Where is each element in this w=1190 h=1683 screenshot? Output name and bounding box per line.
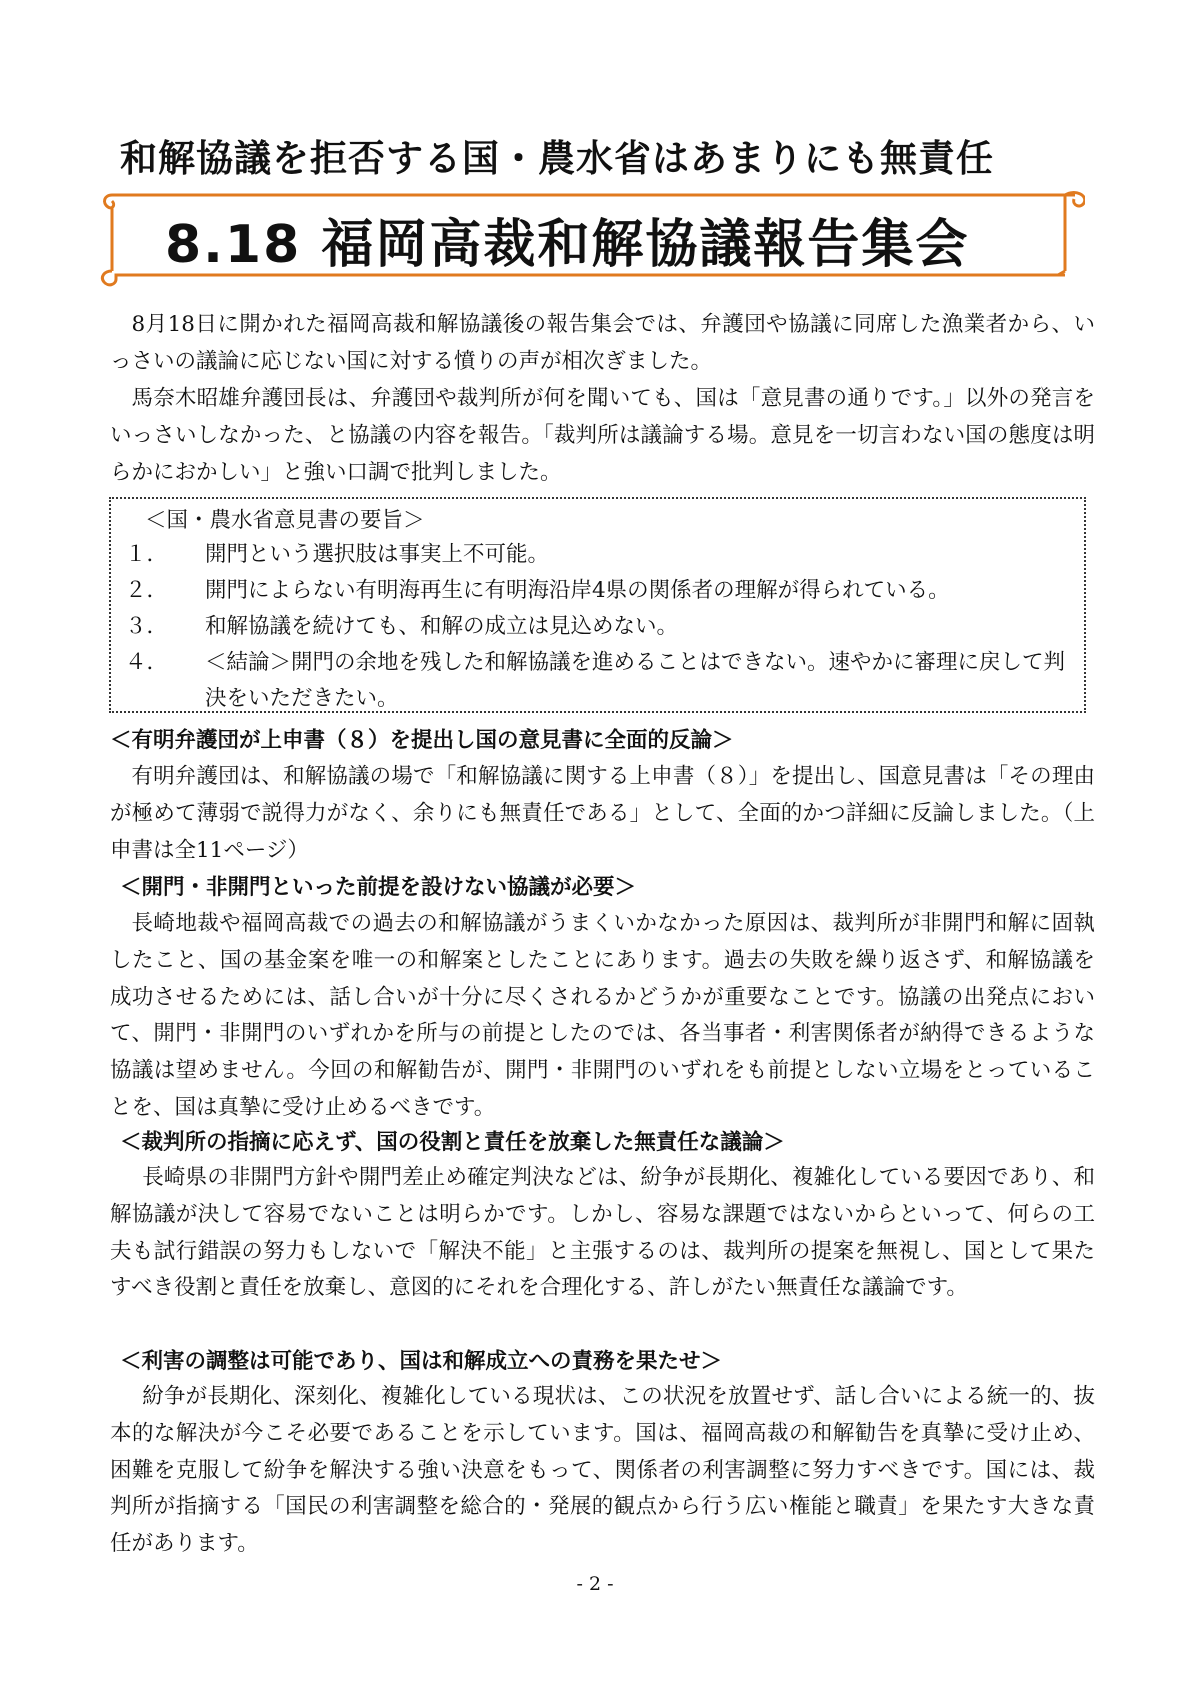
intro-paragraph-2: 馬奈木昭雄弁護団長は、弁護団や裁判所が何を聞いても、国は「意見書の通りです。」以外の発言をいっさいしなかった、と協議の内容を報告。「裁判所は議論する場。意見を一切言わない国の態度は明らかにおかしい」と強い口調で批判しました。 <box>110 386 1095 485</box>
section-body: 紛争が長期化、深刻化、複雑化している現状は、この状況を放置せず、話し合いによる統一的、抜本的な解決が今こそ必要であることを示しています。国は、福岡高裁の和解勧告を真摯に受け止め、困難を克服して紛争を解決する強い決意をもって、関係者の利害調整に努力すべきです。国には、裁判所が指摘する「国民の利害調整を総合的・発展的観点から行う広い権能と職責」を果たす大きな責任があります。 <box>110 1384 1095 1557</box>
summary-box <box>109 497 1086 713</box>
section-body: 長崎地裁や福岡高裁での過去の和解協議がうまくいかなかった原因は、裁判所が非開門和解に固執したこと、国の基金案を唯一の和解案としたことにあります。過去の失敗を繰り返さず、和解協議を成功させるためには、話し合いが十分に尽くされるかどうかが重要なことです。協議の出発点において、開門・非開門のいずれかを所与の前提としたのでは、各当事者・利害関係者が納得できるような協議は望めません。今回の和解勧告が、開門・非開門のいずれをも前提としない立場をとっていることを、国は真摯に受け止めるべきです。 <box>110 911 1095 1120</box>
summary-item-text: 開門によらない有明海再生に有明海沿岸4県の関係者の理解が得られている。 <box>205 578 950 603</box>
summary-item <box>125 537 1080 573</box>
summary-box-title: ＜国・農水省意見書の要旨＞ <box>145 508 425 533</box>
summary-item <box>125 573 1080 609</box>
summary-item-number: ４． <box>125 650 169 675</box>
section-body: 長崎県の非開門方針や開門差止め確定判決などは、紛争が長期化、複雑化している要因であり、和解協議が決して容易でないことは明らかです。しかし、容易な課題ではないからといって、何らの工夫も試行錯誤の努力もしないで「解決不能」と主張するのは、裁判所の提案を無視し、国として果たすべき役割と責任を放棄し、意図的にそれを合理化する、許しがたい無責任な議論です。 <box>110 1165 1095 1301</box>
section-heading: ＜利害の調整は可能であり、国は和解成立への責務を果たせ＞ <box>120 1349 723 1374</box>
page-title: 8.18 福岡高裁和解協議報告集会 <box>165 215 970 275</box>
summary-item-text: ＜結論＞開門の余地を残した和解協議を進めることはできない。速やかに審理に戻して判決をいただきたい。 <box>205 650 1066 711</box>
summary-item <box>125 645 1080 717</box>
summary-item-text: 開門という選択肢は事実上不可能。 <box>205 542 550 567</box>
summary-item-number: ２． <box>125 578 169 603</box>
section-heading: ＜有明弁護団が上申書（８）を提出し国の意見書に全面的反論＞ <box>110 728 734 753</box>
subtitle: 和解協議を拒否する国・農水省はあまりにも無責任 <box>120 137 994 180</box>
page-number: - 2 - <box>576 1573 614 1595</box>
summary-item-number: １． <box>125 542 169 567</box>
summary-item <box>125 609 1080 645</box>
summary-item-number: ３． <box>125 614 169 639</box>
section-heading: ＜裁判所の指摘に応えず、国の役割と責任を放棄した無責任な議論＞ <box>120 1130 785 1155</box>
summary-item-text: 和解協議を続けても、和解の成立は見込めない。 <box>205 614 679 639</box>
intro-paragraph-1: 8月18日に開かれた福岡高裁和解協議後の報告集会では、弁護団や協議に同席した漁業者から、いっさいの議論に応じない国に対する憤りの声が相次ぎました。 <box>110 312 1095 374</box>
section-heading: ＜開門・非開門といった前提を設けない協議が必要＞ <box>120 875 637 900</box>
section-body: 有明弁護団は、和解協議の場で「和解協議に関する上申書（８）」を提出し、国意見書は「その理由が極めて薄弱で説得力がなく、余りにも無責任である」として、全面的かつ詳細に反論しました。（上申書は全11ページ） <box>110 764 1095 863</box>
